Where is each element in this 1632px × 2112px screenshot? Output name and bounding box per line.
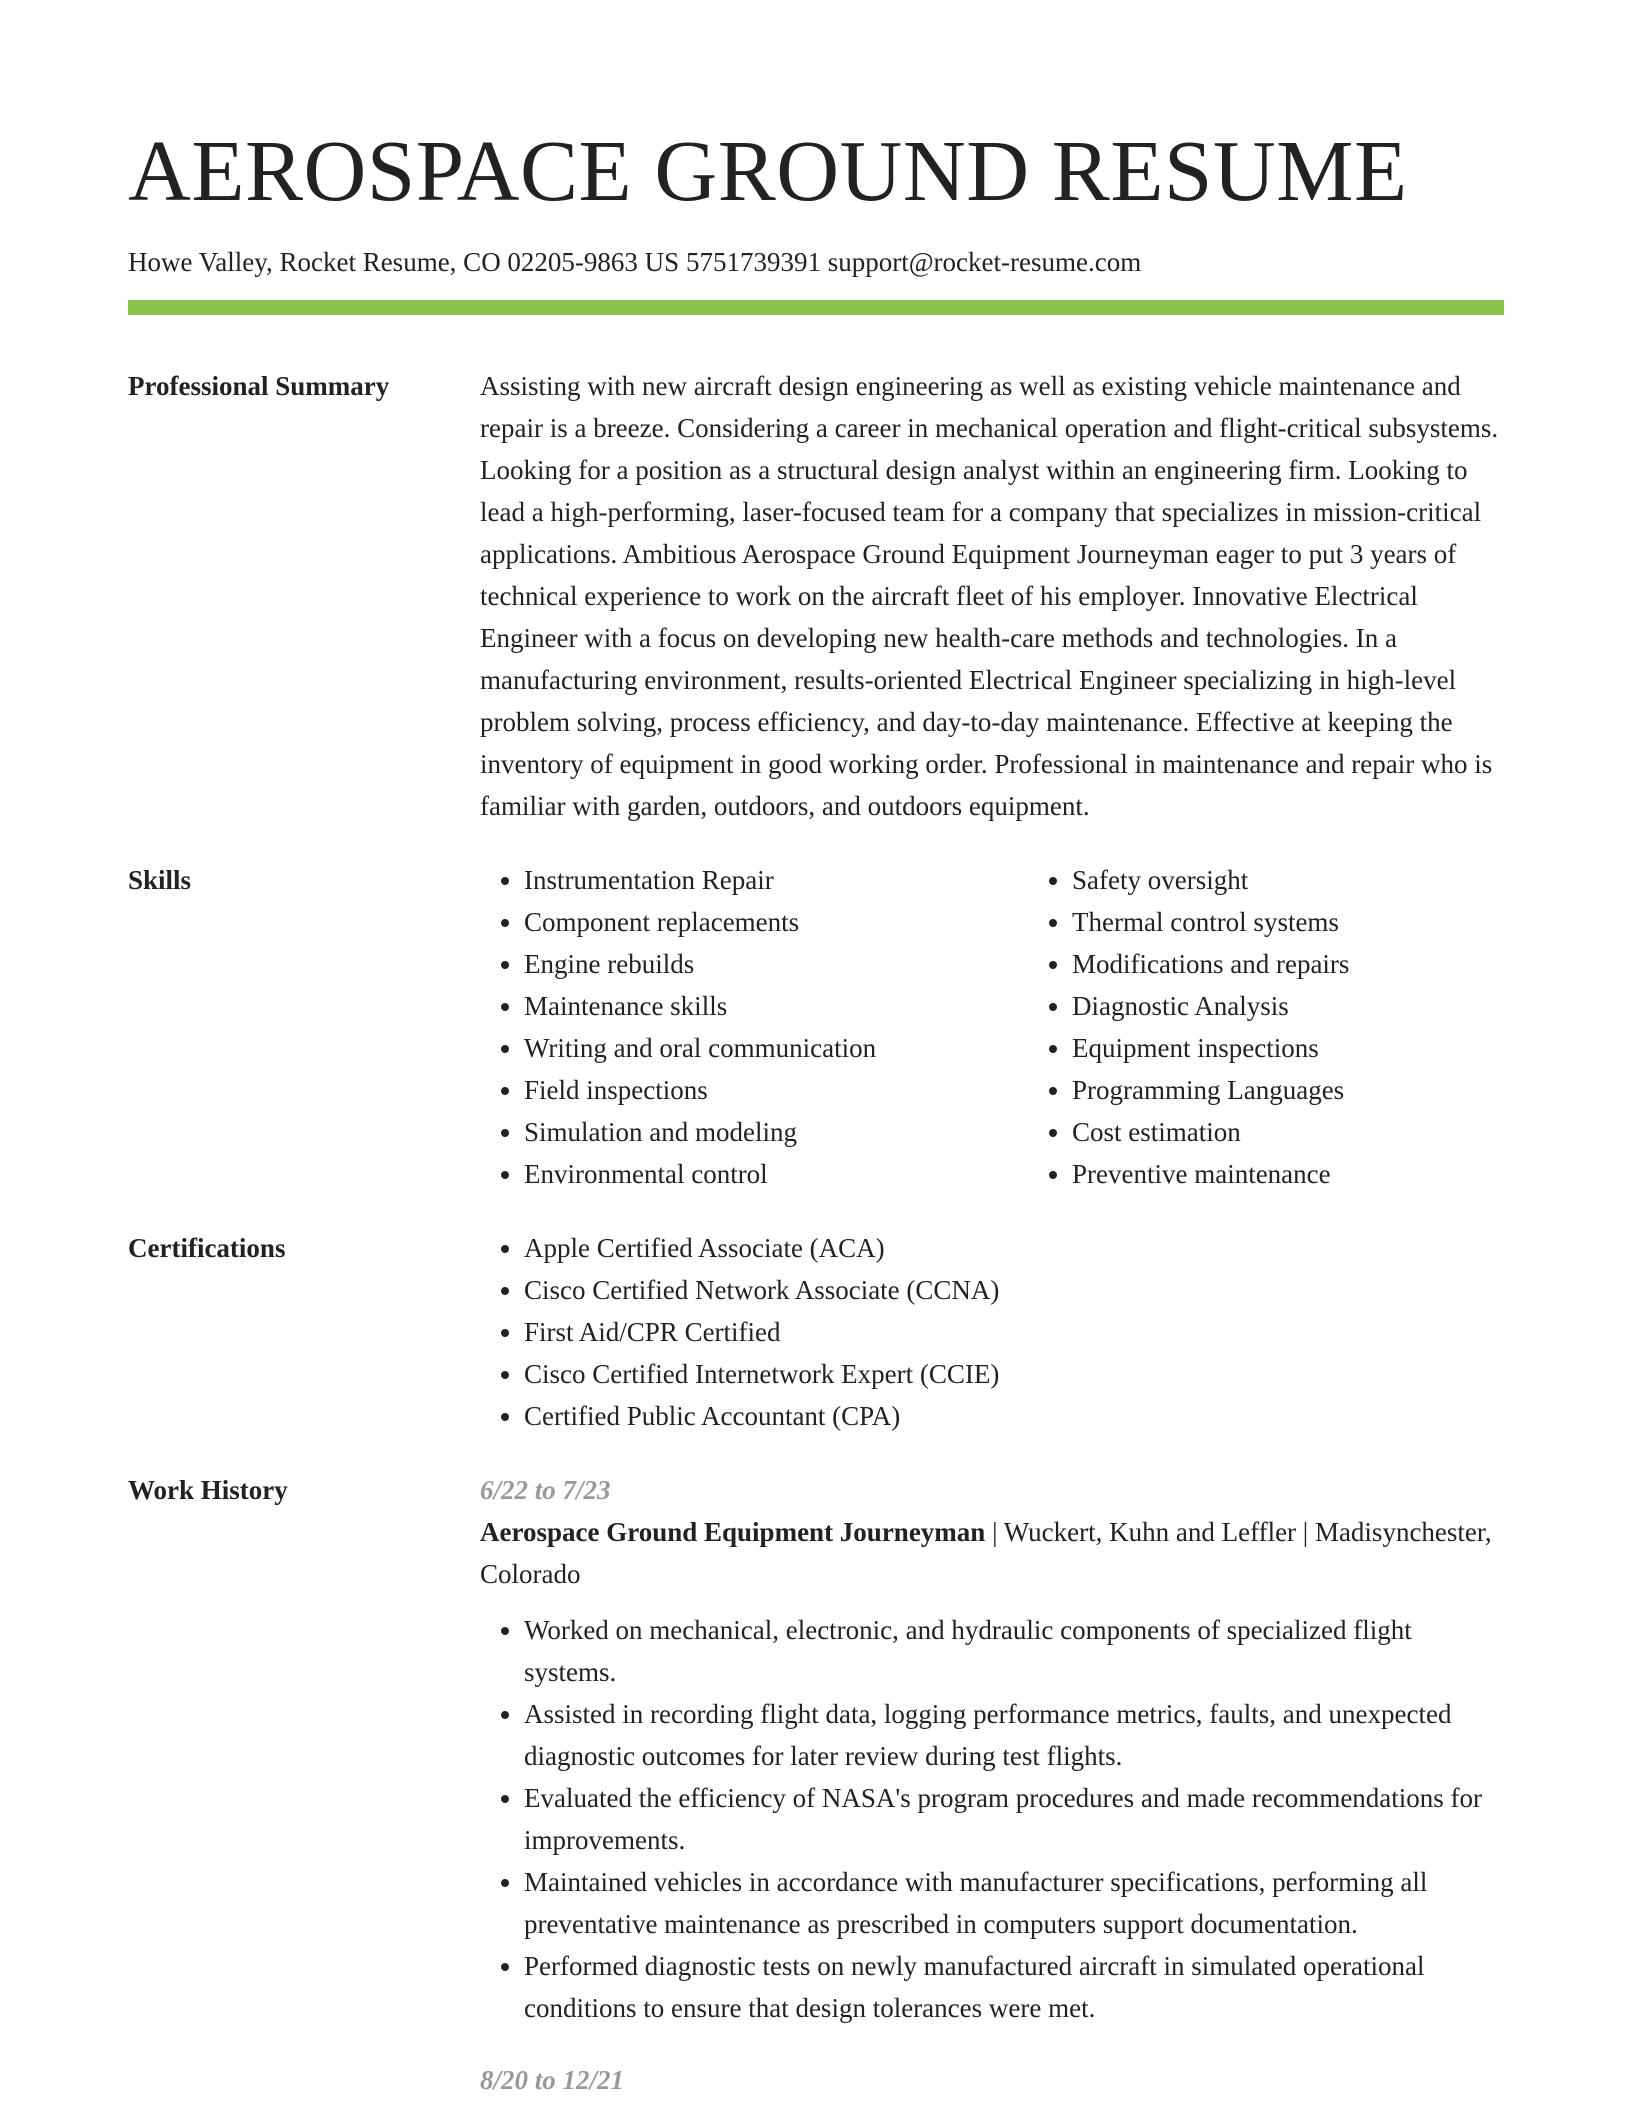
job-bullets — [480, 1609, 1504, 2029]
job-heading — [480, 1511, 1504, 1595]
skill-item: • Writing and oral communication — [524, 1027, 1028, 1069]
skill-item: • Equipment inspections — [1072, 1027, 1576, 1069]
skill-item: • Maintenance skills — [524, 985, 1028, 1027]
certifications-body — [480, 1227, 1504, 1437]
skill-item: • Cost estimation — [1072, 1111, 1576, 1153]
job-dates: 8/20 to 12/21 — [480, 2065, 625, 2095]
skill-item: • Safety oversight — [1072, 859, 1576, 901]
header-divider — [128, 300, 1504, 315]
certification-item: • First Aid/CPR Certified — [524, 1311, 1504, 1353]
job-bullet: • Assisted in recording flight data, logging performance metrics, faults, and unexpected diagnostic outcomes for later review during test flights. — [524, 1693, 1504, 1777]
skill-item: • Modifications and repairs — [1072, 943, 1576, 985]
summary-section — [128, 365, 1504, 827]
skill-item: • Diagnostic Analysis — [1072, 985, 1576, 1027]
skill-item: • Preventive maintenance — [1072, 1153, 1576, 1195]
skill-item: • Field inspections — [524, 1069, 1028, 1111]
job-entry — [480, 1469, 1504, 2029]
job-entry — [480, 2059, 1504, 2101]
skill-item: • Programming Languages — [1072, 1069, 1576, 1111]
skill-item: • Thermal control systems — [1072, 901, 1576, 943]
resume-page — [128, 0, 1504, 2101]
job-bullet: • Performed diagnostic tests on newly manufactured aircraft in simulated operational conditions to ensure that design tolerances were met. — [524, 1945, 1504, 2029]
job-bullet: • Evaluated the efficiency of NASA's program procedures and made recommendations for improvements. — [524, 1777, 1504, 1861]
certifications-section — [128, 1227, 1504, 1437]
work-history-section — [128, 1469, 1504, 2101]
section-title-work-history: Work History — [128, 1475, 288, 1505]
skill-item: • Component replacements — [524, 901, 1028, 943]
certification-item: • Apple Certified Associate (ACA) — [524, 1227, 1504, 1269]
skills-list-left — [480, 859, 1028, 1195]
resume-title: AEROSPACE GROUND RESUME — [128, 122, 1408, 219]
certifications-list — [480, 1227, 1504, 1437]
work-history-body — [480, 1469, 1504, 2101]
job-title: Aerospace Ground Equipment Journeyman — [480, 1517, 986, 1547]
job-employer-location: | Wuckert, Kuhn and Leffler | Madisynchester, Colorado — [480, 1517, 1492, 1589]
job-bullet: • Worked on mechanical, electronic, and hydraulic components of specialized flight systems. — [524, 1609, 1504, 1693]
section-title-skills: Skills — [128, 865, 192, 895]
certification-item: • Certified Public Accountant (CPA) — [524, 1395, 1504, 1437]
skill-item: • Simulation and modeling — [524, 1111, 1028, 1153]
skill-item: • Instrumentation Repair — [524, 859, 1028, 901]
skills-columns — [480, 859, 1576, 1195]
certification-item: • Cisco Certified Network Associate (CCNA) — [524, 1269, 1504, 1311]
certification-item: • Cisco Certified Internetwork Expert (CCIE) — [524, 1353, 1504, 1395]
skills-section — [128, 859, 1504, 1195]
section-title-certifications: Certifications — [128, 1233, 286, 1263]
contact-line: Howe Valley, Rocket Resume, CO 02205-9863 US 5751739391 support@rocket-resume.com — [128, 247, 1142, 277]
skill-item: • Environmental control — [524, 1153, 1028, 1195]
summary-text: Assisting with new aircraft design engineering as well as existing vehicle maintenance and repair is a breeze. Considering a career in mechanical operation and flight-critical subsystems. Looking for a position as a structural design analyst within an engineering firm. Looking to lead a high-performing, laser-focused team for a company that specializes in mission-critical applications. Ambitious Aerospace Ground Equipment Journeyman eager to put 3 years of technical experience to work on the aircraft fleet of his employer. Innovative Electrical Engineer with a focus on developing new health-care methods and technologies. In a manufacturing environment, results-oriented Electrical Engineer specializing in high-level problem solving, process efficiency, and day-to-day maintenance. Effective at keeping the inventory of equipment in good working order. Professional in maintenance and repair who is familiar with garden, outdoors, and outdoors equipment. — [480, 371, 1499, 821]
skills-list-right — [1028, 859, 1576, 1195]
section-title-summary: Professional Summary — [128, 371, 390, 401]
job-dates: 6/22 to 7/23 — [480, 1475, 611, 1505]
skill-item: • Engine rebuilds — [524, 943, 1028, 985]
job-bullet: • Maintained vehicles in accordance with manufacturer specifications, performing all preventative maintenance as prescribed in computers support documentation. — [524, 1861, 1504, 1945]
